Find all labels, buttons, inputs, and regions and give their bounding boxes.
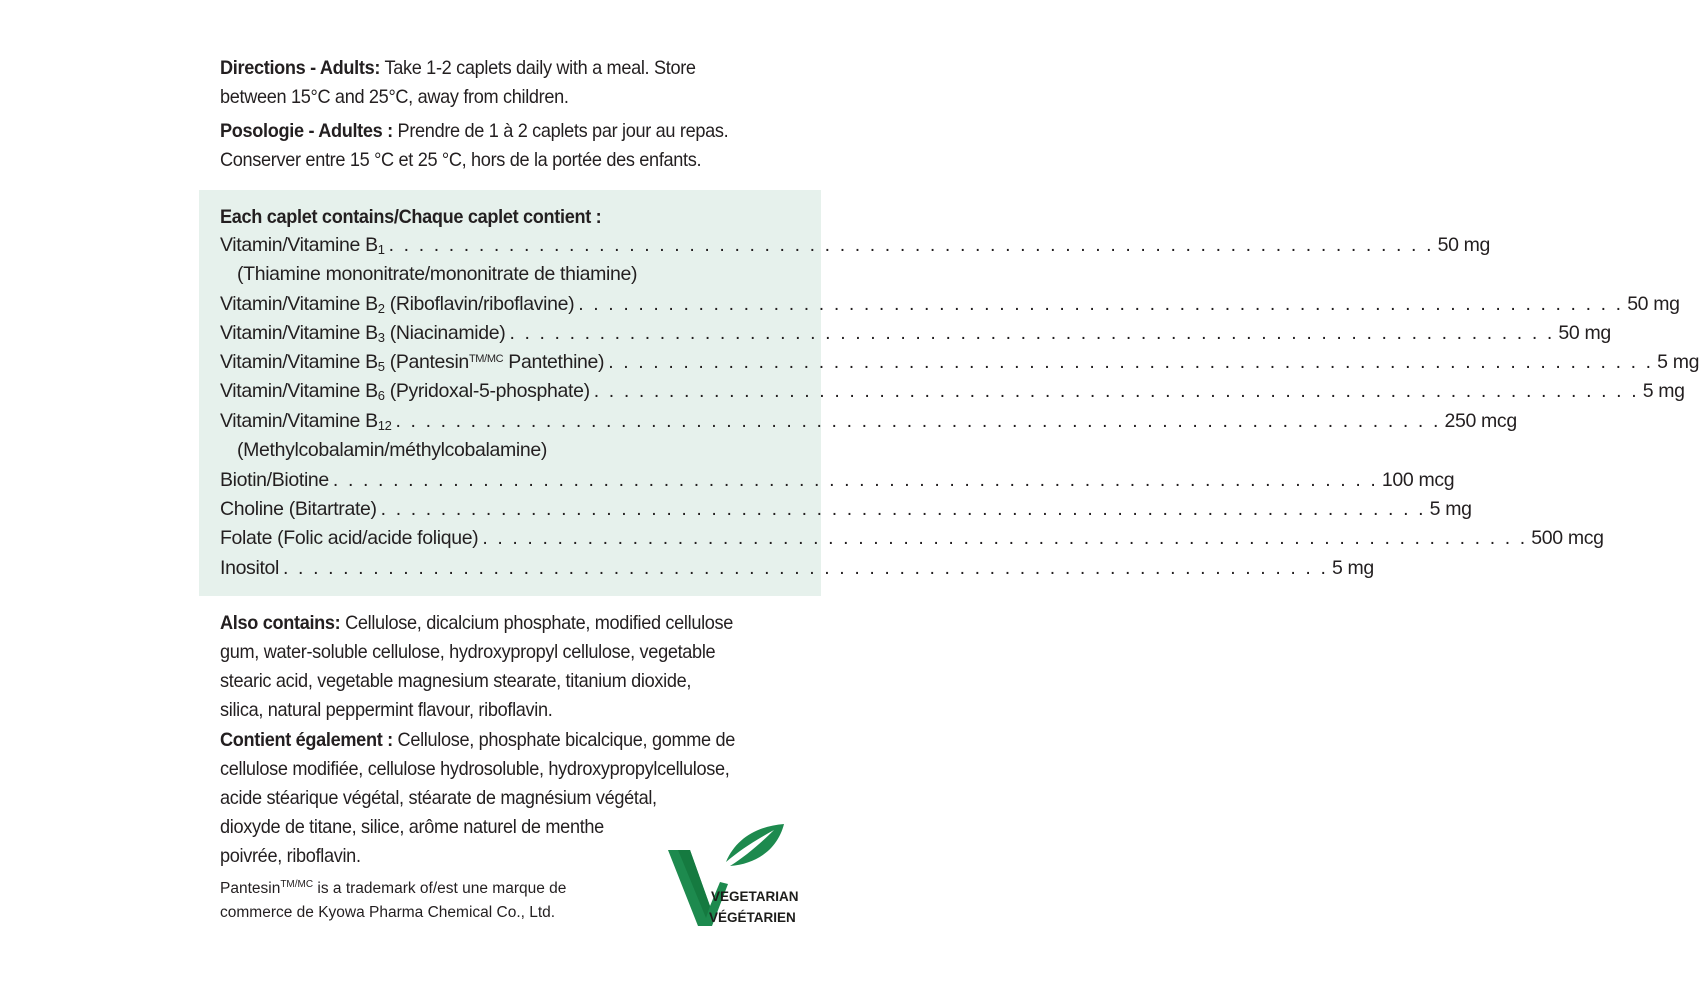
ingredient-subscript: 3 <box>377 330 385 345</box>
also-contains-en-label: Also contains: <box>220 612 341 634</box>
trademark-notice <box>220 877 566 925</box>
ingredient-amount: 500 mcg <box>1531 527 1604 549</box>
ingredient-amount: 250 mcg <box>1444 410 1517 432</box>
ingredient-subscript: 6 <box>377 388 385 403</box>
directions-fr-line2: Conserver entre 15 °C et 25 °C, hors de la portée des enfants. <box>220 149 702 171</box>
directions-fr-label: Posologie - Adultes : <box>220 120 393 142</box>
also-contains-fr-line: acide stéarique végétal, stéarate de magnésium végétal, <box>220 787 657 809</box>
ingredient-name: Inositol <box>220 557 279 579</box>
trademark-brand: Pantesin <box>220 880 281 897</box>
ingredient-name-suffix: (Pyridoxal-5-phosphate) <box>384 380 590 402</box>
ingredient-row-choline <box>220 495 1472 524</box>
ingredient-amount: 100 mcg <box>1381 469 1455 491</box>
ingredient-name-text: Vitamin/Vitamine B <box>220 322 378 344</box>
ingredient-name <box>220 377 590 406</box>
also-contains-en-line: silica, natural peppermint flavour, riboflavin. <box>220 699 553 721</box>
ingredient-row-b3 <box>220 319 1611 348</box>
also-contains-fr-label: Contient également : <box>220 729 393 751</box>
ingredient-name-suffix: (Riboflavin/riboflavine) <box>384 293 575 315</box>
leader-dots: . . . . . . . . . . . . . . . . . . . . . . . . . . . . . . . . . . . . . . . . . . . . . . . . . . . . . . . . . . . . . . . . . . . . . . <box>509 322 1555 344</box>
also-contains-en <box>220 609 733 725</box>
also-contains-fr-line: Cellulose, phosphate bicalcique, gomme de <box>392 729 736 751</box>
ingredient-row-b12 <box>220 407 1517 436</box>
vegetarian-logo <box>666 820 806 930</box>
ingredient-row-b1 <box>220 231 1491 260</box>
ingredient-name <box>220 290 574 319</box>
ingredient-amount: 5 mg <box>1331 557 1374 579</box>
leader-dots: . . . . . . . . . . . . . . . . . . . . . . . . . . . . . . . . . . . . . . . . . . . . . . . . . . . . . . . . . . . . . . . . . . . . . . <box>578 293 1624 315</box>
ingredient-name-text: Vitamin/Vitamine B <box>220 410 378 432</box>
ingredient-name-text: Vitamin/Vitamine B <box>220 380 378 402</box>
ingredient-subscript: 12 <box>377 418 392 433</box>
ingredient-name <box>220 231 385 260</box>
leaf-icon <box>726 824 784 866</box>
directions-fr-line1: Prendre de 1 à 2 caplets par jour au repas. <box>392 120 729 142</box>
directions-en-label: Directions - Adults: <box>220 57 381 79</box>
leader-dots: . . . . . . . . . . . . . . . . . . . . . . . . . . . . . . . . . . . . . . . . . . . . . . . . . . . . . . . . . . . . . . . . . . . . . . <box>388 234 1434 256</box>
also-contains-fr <box>220 726 735 871</box>
directions-en-line2: between 15°C and 25°C, away from children. <box>220 86 569 108</box>
leader-dots: . . . . . . . . . . . . . . . . . . . . . . . . . . . . . . . . . . . . . . . . . . . . . . . . . . . . . . . . . . . . . . . . . . . . . . <box>395 410 1441 432</box>
ingredient-subscript: 5 <box>377 359 385 374</box>
leader-dots: . . . . . . . . . . . . . . . . . . . . . . . . . . . . . . . . . . . . . . . . . . . . . . . . . . . . . . . . . . . . . . . . . . . . . . <box>332 469 1378 491</box>
ingredient-row-b5 <box>220 348 1699 377</box>
ingredient-note-b12: (Methylcobalamin/méthylcobalamine) <box>237 439 547 461</box>
ingredient-name: Biotin/Biotine <box>220 469 329 491</box>
ingredient-name-text: Vitamin/Vitamine B <box>220 234 378 256</box>
also-contains-en-line: stearic acid, vegetable magnesium stearate, titanium dioxide, <box>220 670 692 692</box>
also-contains-fr-line: poivrée, riboflavin. <box>220 845 361 867</box>
also-contains-en-line: Cellulose, dicalcium phosphate, modified cellulose <box>340 612 734 634</box>
ingredient-amount: 5 mg <box>1657 351 1699 373</box>
ingredient-name-suffix: (Pantesin <box>384 351 469 373</box>
directions-fr <box>220 117 728 175</box>
ingredient-row-folate <box>220 524 1604 553</box>
ingredient-name-text: Vitamin/Vitamine B <box>220 293 378 315</box>
ingredient-name-suffix-2: Pantethine) <box>503 351 605 373</box>
leader-dots: . . . . . . . . . . . . . . . . . . . . . . . . . . . . . . . . . . . . . . . . . . . . . . . . . . . . . . . . . . . . . . . . . . . . . . <box>593 380 1639 402</box>
ingredient-name-suffix: (Niacinamide) <box>384 322 506 344</box>
ingredient-name <box>220 407 392 436</box>
also-contains-en-line: gum, water-soluble cellulose, hydroxypropyl cellulose, vegetable <box>220 641 716 663</box>
leader-dots: . . . . . . . . . . . . . . . . . . . . . . . . . . . . . . . . . . . . . . . . . . . . . . . . . . . . . . . . . . . . . . . . . . . . . . <box>482 527 1528 549</box>
ingredient-amount: 50 mg <box>1627 293 1680 315</box>
ingredient-subscript: 1 <box>377 242 385 257</box>
logo-text-en: VEGETARIAN <box>711 889 799 904</box>
leader-dots: . . . . . . . . . . . . . . . . . . . . . . . . . . . . . . . . . . . . . . . . . . . . . . . . . . . . . . . . . . . . . . . . . . . . . . <box>608 351 1654 373</box>
ingredient-name: Folate (Folic acid/acide folique) <box>220 527 479 549</box>
ingredient-row-inositol <box>220 554 1374 583</box>
ingredient-amount: 5 mg <box>1642 380 1685 402</box>
directions-en <box>220 54 696 112</box>
ingredient-amount: 5 mg <box>1429 498 1472 520</box>
ingredient-subscript: 2 <box>377 301 385 316</box>
ingredient-row-biotin <box>220 466 1455 495</box>
ingredient-name-text: Vitamin/Vitamine B <box>220 351 378 373</box>
trademark-superscript: TM/MC <box>280 879 314 890</box>
ingredients-heading: Each caplet contains/Chaque caplet contient : <box>220 206 602 228</box>
trademark-superscript: TM/MC <box>468 353 504 365</box>
ingredient-name: Choline (Bitartrate) <box>220 498 377 520</box>
directions-en-line1: Take 1-2 caplets daily with a meal. Store <box>380 57 696 79</box>
logo-text-fr: VÉGÉTARIEN <box>709 910 796 925</box>
ingredient-amount: 50 mg <box>1437 234 1491 256</box>
ingredient-name <box>220 319 505 348</box>
also-contains-fr-line: cellulose modifiée, cellulose hydrosoluble, hydroxypropylcellulose, <box>220 758 730 780</box>
ingredient-note-b1: (Thiamine mononitrate/mononitrate de thiamine) <box>237 263 638 285</box>
also-contains-fr-line: dioxyde de titane, silice, arôme naturel de menthe <box>220 816 604 838</box>
trademark-line1: is a trademark of/est une marque de <box>313 880 567 897</box>
ingredient-amount: 50 mg <box>1558 322 1611 344</box>
ingredient-row-b2 <box>220 290 1680 319</box>
ingredient-row-b6 <box>220 377 1685 406</box>
ingredient-name <box>220 348 604 377</box>
leader-dots: . . . . . . . . . . . . . . . . . . . . . . . . . . . . . . . . . . . . . . . . . . . . . . . . . . . . . . . . . . . . . . . . . . . . . . <box>380 498 1426 520</box>
leader-dots: . . . . . . . . . . . . . . . . . . . . . . . . . . . . . . . . . . . . . . . . . . . . . . . . . . . . . . . . . . . . . . . . . . . . . . <box>283 557 1328 579</box>
trademark-line2: commerce de Kyowa Pharma Chemical Co., Ltd. <box>220 904 556 921</box>
